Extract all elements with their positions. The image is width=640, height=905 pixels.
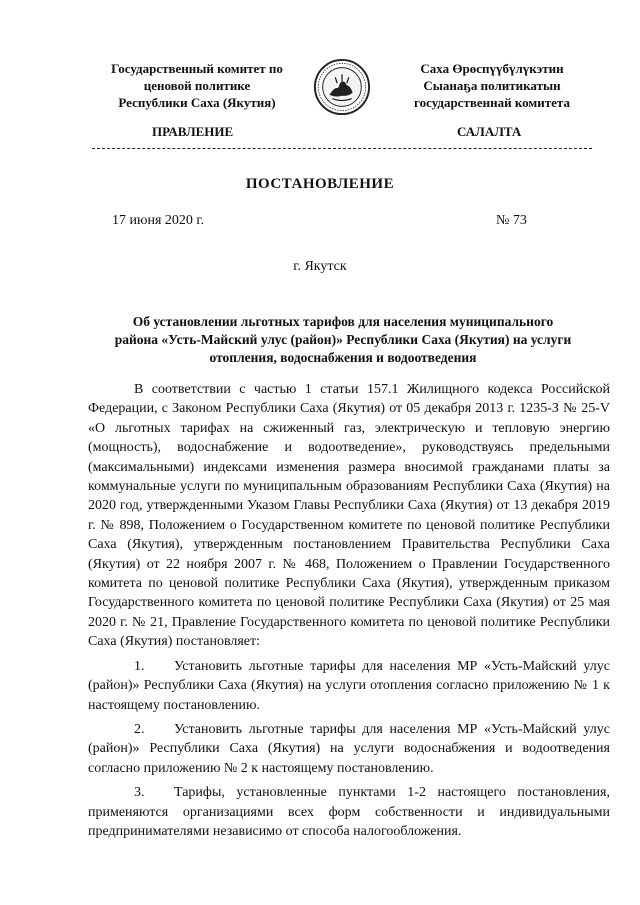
item-text: Тарифы, установленные пунктами 1-2 настоящего постановления, применяются организациями всех форм собственности и индивидуальными предпринимателями независимо от способа налогообложения. xyxy=(88,785,610,839)
preamble-paragraph: В соответствии с частью 1 статьи 157.1 Жилищного кодекса Российской Федерации, с Законом Республики Саха (Якутия) от 05 декабря 2013 г. 1235-З № 25-V «О льготных тарифах на сжиженный газ, электрическую и тепловую энергию (мощность), водоснабжение и водоотведение», руководствуясь предельными (максимальными) индексами изменения размера вносимой гражданами платы за коммунальные услуги по муниципальным образованиям Республики Саха (Якутия) на 2020 год, утвержденными Указом Главы Республики Саха (Якутия) от 13 декабря 2019 г. № 898, Положением о Государственном комитете по ценовой политике Республики Саха (Якутия), утвержденным постановлением Правительства Республики Саха (Якутия) от 22 ноября 2007 г. № 468, Положением о Правлении Государственного комитета по ценовой политике Республики Саха (Якутия), утвержденным приказом Государственного комитета по ценовой политике Республики Саха (Якутия) от 25 мая 2020 г. № 21, Правление Государственного комитета по ценовой политике Республики Саха (Якутия) постановляет: xyxy=(88,382,610,650)
header-right-line: Саха Өрөспүүбүлүкэтин xyxy=(420,61,564,76)
item-text: Установить льготные тарифы для населения МР «Усть-Майский улус (район)» Республики Саха (Якутия) на услуги отопления согласно приложению № 1 к настоящему постановлению. xyxy=(88,658,610,713)
header-right-line: государственнай комитета xyxy=(414,95,570,110)
item-text: Установить льготные тарифы для населения МР «Усть-Майский улус (район)» Республики Саха (Якутия) на услуги водоснабжения и водоотведения согласно приложению № 2 к настоящему постановлению. xyxy=(88,721,610,776)
resolution-item-2 xyxy=(88,720,610,778)
header-left-line: Государственный комитет по xyxy=(111,61,283,76)
header-left-line: ценовой политике xyxy=(143,78,251,93)
header-right-line: Сыанаҕа политикатын xyxy=(423,78,561,93)
item-number: 2. xyxy=(134,721,145,737)
header-left-line: Республики Саха (Якутия) xyxy=(118,95,276,110)
document-body xyxy=(88,380,610,841)
board-label-ru: ПРАВЛЕНИЕ xyxy=(152,124,234,139)
document-title xyxy=(98,313,588,367)
item-number: 1. xyxy=(134,658,145,674)
resolution-item-3 xyxy=(88,783,610,841)
document-city: г. Якутск xyxy=(293,259,347,274)
header-left-org xyxy=(92,60,302,111)
title-line: района «Усть-Майский улус (район)» Республики Саха (Якутия) на услуги xyxy=(114,332,572,347)
resolution-item-1 xyxy=(88,657,610,715)
title-line: отопления, водоснабжения и водоотведения xyxy=(209,350,477,365)
document-type: ПОСТАНОВЛЕНИЕ xyxy=(245,176,395,192)
yakutia-coat-of-arms-icon xyxy=(313,58,371,116)
document-date: 17 июня 2020 г. xyxy=(112,213,205,228)
title-line: Об установлении льготных тарифов для населения муниципального xyxy=(132,314,554,329)
document-number: № 73 xyxy=(496,213,527,228)
item-number: 3. xyxy=(134,785,145,801)
header-divider xyxy=(92,148,592,149)
board-label-sah: САЛАЛТА xyxy=(457,124,522,139)
header-right-org xyxy=(392,60,592,111)
